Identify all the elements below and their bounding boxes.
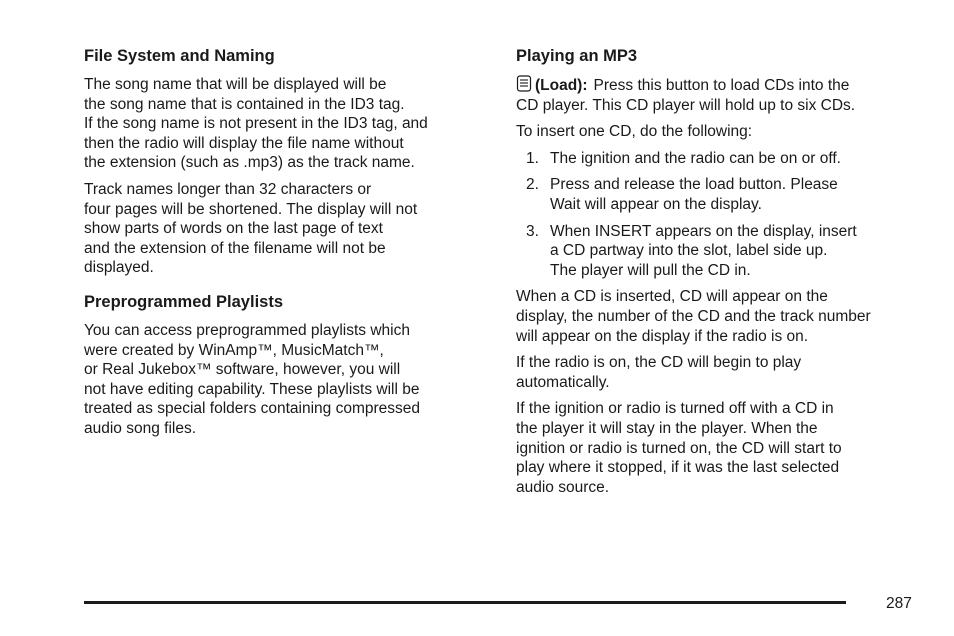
text-line: will appear on the display if the radio is on. — [516, 327, 809, 345]
section-heading-playlists: Preprogrammed Playlists — [84, 292, 283, 311]
text-line: the song name that is contained in the ID3 tag. — [84, 95, 405, 113]
text-line: audio song files. — [84, 419, 197, 437]
footer-rule — [84, 601, 846, 604]
text-line: the player it will stay in the player. When the — [516, 419, 818, 437]
page-number: 287 — [886, 595, 912, 612]
text-line: The ignition and the radio can be on or off. — [550, 149, 841, 167]
text-line: Track names longer than 32 characters or — [84, 180, 372, 198]
text-line: a CD partway into the slot, label side up. — [550, 242, 828, 260]
paragraph-ignition-off — [516, 399, 926, 497]
list-item — [516, 222, 926, 281]
text-line: displayed. — [84, 259, 154, 277]
step-number: 2. — [526, 176, 539, 194]
paragraph-radio-on — [516, 353, 926, 392]
text-line: CD player. This CD player will hold up to six CDs. — [516, 96, 856, 114]
paragraph-song-name — [84, 75, 494, 173]
text-line: automatically. — [516, 373, 610, 391]
step-number: 3. — [526, 222, 539, 240]
text-line: then the radio will display the file name without — [84, 134, 404, 152]
text-line: You can access preprogrammed playlists which — [84, 321, 410, 339]
text-line: play where it stopped, if it was the last selected — [516, 459, 840, 477]
paragraph-insert-intro: To insert one CD, do the following: — [516, 123, 753, 141]
text-line: When a CD is inserted, CD will appear on the — [516, 288, 828, 306]
text-line: were created by WinAmp™, MusicMatch™, — [84, 341, 384, 359]
paragraph-playlists — [84, 321, 494, 439]
paragraph-load — [516, 75, 926, 115]
text-line: or Real Jukebox™ software, however, you will — [84, 361, 401, 379]
text-line: If the ignition or radio is turned off with a CD in — [516, 400, 834, 418]
text-line: The player will pull the CD in. — [550, 261, 751, 279]
section-heading-file-system: File System and Naming — [84, 47, 275, 65]
load-text: Press this button to load CDs into the — [593, 77, 850, 94]
text-line: ignition or radio is turned on, the CD will start to — [516, 439, 842, 457]
text-line: audio source. — [516, 478, 610, 496]
text-line: the extension (such as .mp3) as the track name. — [84, 154, 415, 172]
text-line: not have editing capability. These playlists will be — [84, 380, 420, 398]
list-item — [516, 175, 926, 214]
right-column — [516, 46, 926, 504]
text-line: and the extension of the filename will not be — [84, 239, 386, 257]
text-line: four pages will be shortened. The display will not — [84, 200, 418, 218]
insert-steps-list — [516, 149, 926, 281]
section-heading-playing-mp3: Playing an MP3 — [516, 47, 638, 65]
cd-stack-load-icon — [516, 75, 532, 92]
left-column — [84, 46, 494, 446]
text-line: treated as special folders containing compressed — [84, 400, 421, 418]
load-label: (Load): — [535, 77, 588, 94]
load-line — [516, 75, 926, 96]
paragraph-cd-inserted — [516, 287, 926, 346]
text-line: If the radio is on, the CD will begin to play — [516, 354, 802, 372]
text-line: When INSERT appears on the display, insert — [550, 222, 857, 240]
text-line: Press and release the load button. Please — [550, 176, 838, 194]
paragraph-track-names — [84, 180, 494, 278]
text-line: Wait will appear on the display. — [550, 195, 762, 213]
list-item — [516, 149, 926, 169]
text-line: If the song name is not present in the ID3 tag, and — [84, 115, 428, 133]
text-line: The song name that will be displayed will be — [84, 76, 387, 93]
step-number: 1. — [526, 149, 539, 167]
text-line: show parts of words on the last page of text — [84, 220, 383, 238]
text-line: display, the number of the CD and the track number — [516, 307, 871, 325]
